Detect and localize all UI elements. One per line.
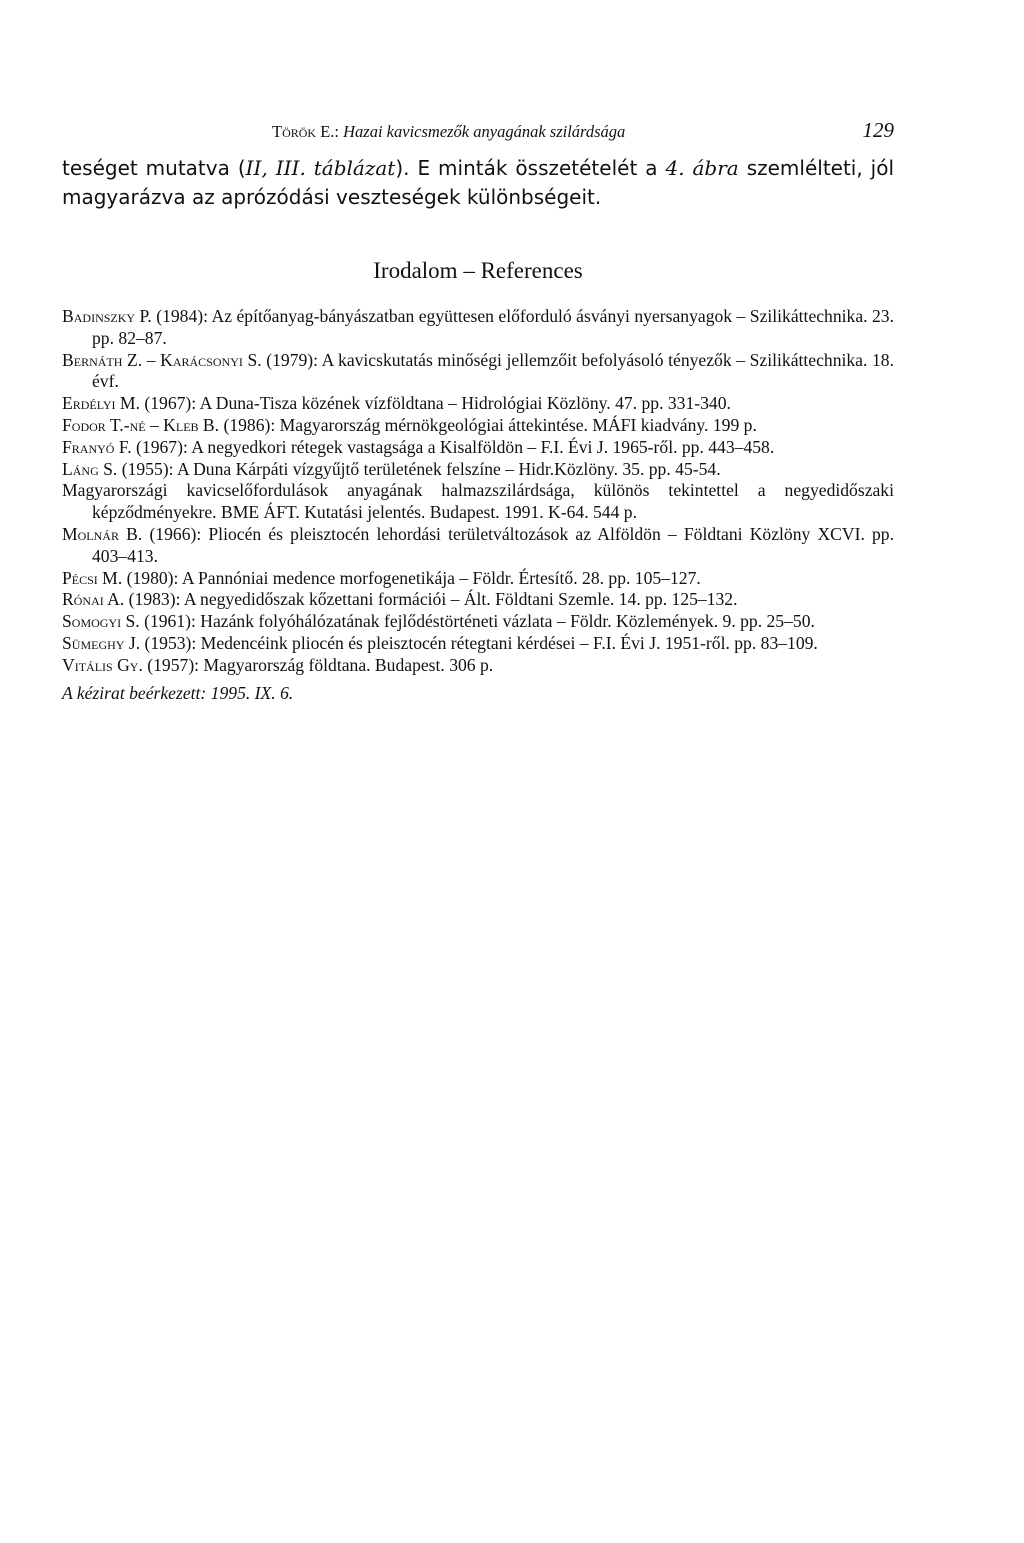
- reference-text: (1986): Magyarország mérnökgeológiai áttekintése. MÁFI kiadvány. 199 p.: [219, 414, 757, 435]
- reference-author: Bernáth Z. – Karácsonyi S.: [62, 349, 262, 370]
- reference-text: (1961): Hazánk folyóhálózatának fejlődéstörténeti vázlata – Földr. Közlemények. 9. pp. 25–50.: [139, 611, 815, 632]
- reference-author: Somogyi S.: [62, 611, 140, 632]
- lead-text-segment: ). E minták összetételét a: [395, 156, 666, 180]
- reference-text: (1966): Pliocén és pleisztocén lehordási területváltozások az Alföldön – Földtani Közlöny XCVI. pp. 403–413.: [92, 523, 895, 566]
- lead-text-segment: teséget mutatva (: [62, 156, 246, 180]
- reference-list: [62, 306, 894, 677]
- reference-text: (1983): A negyedidőszak kőzettani formációi – Ált. Földtani Szemle. 14. pp. 125–132.: [124, 589, 738, 610]
- reference-entry: [62, 480, 894, 524]
- reference-entry: [62, 393, 894, 415]
- reference-text: (1953): Medencéink pliocén és pleisztocén rétegtani kérdései – F.I. Évi J. 1951-ről. pp. 83–109.: [140, 632, 818, 653]
- running-head: [62, 118, 894, 148]
- running-title: [272, 122, 625, 142]
- reference-entry: [62, 589, 894, 611]
- running-title-author: Török E.:: [272, 122, 339, 141]
- reference-entry: [62, 459, 894, 481]
- reference-entry: [62, 655, 894, 677]
- document-page: [62, 118, 894, 704]
- reference-text: (1967): A Duna-Tisza közének vízföldtana – Hidrológiai Közlöny. 47. pp. 331-340.: [139, 393, 731, 414]
- reference-entry: [62, 568, 894, 590]
- reference-text: (1967): A negyedkori rétegek vastagsága a Kisalföldön – F.I. Évi J. 1965-ről. pp. 443–458.: [131, 436, 775, 457]
- reference-author: Sümeghy J.: [62, 632, 141, 653]
- table-reference: II, III. táblázat: [245, 156, 396, 180]
- lead-text-segment: szemlélteti, jól: [738, 156, 895, 180]
- reference-entry: [62, 350, 894, 394]
- reference-author: Franyó F.: [62, 436, 132, 457]
- lead-paragraph-line-1: [62, 154, 894, 183]
- reference-entry: [62, 611, 894, 633]
- reference-text: (1955): A Duna Kárpáti vízgyűjtő területének felszíne – Hidr.Közlöny. 35. pp. 45-54.: [117, 458, 721, 479]
- figure-reference: 4. ábra: [665, 156, 739, 180]
- reference-author: Láng S.: [62, 458, 118, 479]
- reference-text: (1980): A Pannóniai medence morfogenetikája – Földr. Értesítő. 28. pp. 105–127.: [122, 567, 701, 588]
- reference-entry: [62, 306, 894, 350]
- running-title-text: Hazai kavicsmezők anyagának szilárdsága: [343, 122, 626, 141]
- reference-author: Pécsi M.: [62, 567, 123, 588]
- lead-paragraph: [62, 154, 894, 212]
- page-number: 129: [862, 118, 894, 142]
- reference-author: Molnár B.: [62, 523, 143, 544]
- reference-author: Erdélyi M.: [62, 393, 140, 414]
- reference-text: Magyarországi kavicselőfordulások anyagának halmazszilárdsága, különös tekintettel a negyedidőszaki képződményekre. BME ÁFT. Kutatási jelentés. Budapest. 1991. K-64. 544 p.: [62, 480, 894, 523]
- reference-text: (1984): Az építőanyag-bányászatban együttesen előforduló ásványi nyersanyagok – Szilikáttechnika. 23. pp. 82–87.: [92, 306, 894, 348]
- reference-text: (1979): A kavicskutatás minőségi jellemzőit befolyásoló tényezők – Szilikáttechnika. 18. évf.: [92, 349, 894, 392]
- reference-entry: [62, 633, 894, 655]
- reference-entry: [62, 524, 894, 568]
- reference-author: Rónai A.: [62, 589, 125, 610]
- reference-text: (1957): Magyarország földtana. Budapest. 306 p.: [142, 654, 494, 675]
- reference-entry: [62, 437, 894, 459]
- lead-paragraph-line-2: magyarázva az aprózódási veszteségek különbségeit.: [62, 185, 602, 209]
- manuscript-received-note: A kézirat beérkezett: 1995. IX. 6.: [62, 682, 294, 703]
- reference-author: Badinszky P.: [62, 306, 152, 326]
- reference-entry: [62, 415, 894, 437]
- reference-author: Vitális Gy.: [62, 654, 143, 675]
- reference-author: Fodor T.-né – Kleb B.: [62, 414, 220, 435]
- references-heading: Irodalom – References: [373, 258, 583, 283]
